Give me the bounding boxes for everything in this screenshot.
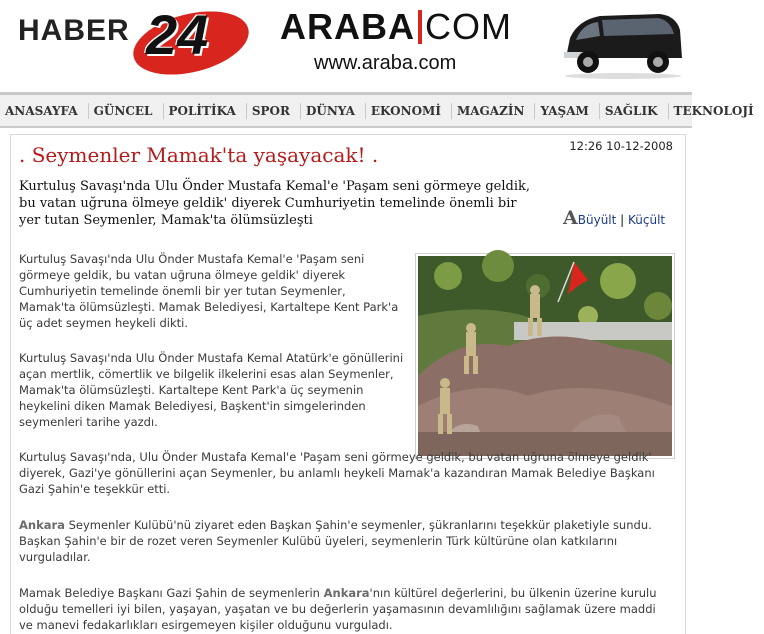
article-date: 12:26 10-12-2008: [569, 139, 673, 153]
main-nav: [0, 92, 754, 128]
van-banner-image[interactable]: [560, 8, 686, 80]
article-paragraph-5-text-b: 'nın kültürel değerlerini, bu ülkenin üzerine kurulu olduğu temelleri iyi bilen, yaşayan, yaşatan ve bu değerlerin yaşamasının devamlılığını sağlamak üzere maddi ve manevi fedakarlıkları esirgemeyen kişiler olduğunu vurguladı.: [19, 586, 657, 632]
nav-item-yasam[interactable]: YAŞAM: [535, 103, 599, 119]
font-size-controls: [563, 207, 665, 229]
article-container: [10, 134, 686, 634]
font-control-separator: |: [616, 213, 629, 227]
haber24-logo[interactable]: [132, 4, 252, 74]
nav-item-ekonomi[interactable]: EKONOMİ: [366, 103, 452, 119]
article-paragraph-4: [19, 517, 669, 565]
seymen-statues-image: [418, 256, 672, 456]
article-paragraph-3: Kurtuluş Savaşı'nda, Ulu Önder Mustafa Kemal'e 'Paşam seni görmeye geldik, bu vatan uğruna ölmeye geldik' diyerek, Gazi'ye gönüllerini açan Seymenler, bu anlamlı heykeli Mamak'a kazandıran Mamak Belediye Başkanı Gazi Şahin'e teşekkür etti.: [19, 450, 655, 496]
article-paragraph-1: Kurtuluş Savaşı'nda Ulu Önder Mustafa Kemal'e 'Paşam seni görmeye geldik, bu vatan uğruna ölmeye geldik' diyerek Cumhuriyetin temelinde önemli bir yer tutan Seymenler, Mamak'ta ölümsüzleşti. Mamak Belediyesi, Kartaltepe Kent Park'a üç adet seymen heykeli dikti.: [19, 252, 399, 330]
araba-logo-text: ARABA: [280, 6, 415, 47]
nav-item-dunya[interactable]: DÜNYA: [301, 103, 366, 119]
font-increase-link[interactable]: Büyült: [577, 213, 617, 227]
article-paragraph-5: [19, 585, 669, 633]
article-title: . Seymenler Mamak'ta yaşayacak! .: [19, 143, 379, 167]
nav-item-spor[interactable]: SPOR: [247, 103, 301, 119]
font-decrease-link[interactable]: Küçült: [628, 213, 666, 227]
article-paragraph-5-text-a: Mamak Belediye Başkanı Gazi Şahin de seymenlerin: [19, 586, 324, 600]
araba-logo-com: COM: [425, 6, 512, 47]
araba-banner-logo[interactable]: [280, 6, 512, 48]
araba-logo-divider: [418, 10, 422, 44]
article-photo[interactable]: [415, 253, 675, 459]
article-paragraph-4-text: Seymenler Kulübü'nü ziyaret eden Başkan Şahin'e seymenler, şükranlarını teşekkür plaketiyle sundu. Başkan Şahin'e bir de rozet veren Seymenler Kulübü üyeleri, seymenlerin Türk kültürüne olan katkılarını vurguladılar.: [19, 518, 652, 564]
nav-item-politika[interactable]: POLİTİKA: [164, 103, 247, 119]
article-keyword-ankara[interactable]: Ankara: [19, 518, 65, 532]
haber24-logo-number: 24: [146, 3, 209, 66]
nav-item-magazin[interactable]: MAGAZİN: [452, 103, 536, 119]
site-header: [0, 0, 692, 92]
article-keyword-ankara-2[interactable]: Ankara: [323, 586, 370, 600]
araba-banner-url[interactable]: www.araba.com: [314, 52, 457, 74]
font-size-icon: A: [563, 207, 578, 229]
nav-item-anasayfa[interactable]: ANASAYFA: [0, 103, 89, 119]
nav-item-teknoloji[interactable]: TEKNOLOJİ: [673, 103, 754, 118]
article-lead: Kurtuluş Savaşı'nda Ulu Önder Mustafa Kemal'e 'Paşam seni görmeye geldik, bu vatan uğruna ölmeye geldik' diyerek Cumhuriyetin temelinde önemli bir yer tutan Seymenler, Mamak'ta ölümsüzleşti: [19, 179, 531, 228]
nav-item-saglik[interactable]: SAĞLIK: [600, 103, 669, 119]
haber24-logo-text[interactable]: HABER: [18, 14, 130, 47]
article-paragraph-2: Kurtuluş Savaşı'nda Ulu Önder Mustafa Kemal Atatürk'e gönüllerini açan mertlik, cömertlik ve bilgelik ilkelerini esas alan Seymenler, Mamak'ta ölümsüzleşti. Kartaltepe Kent Park'a üç seymenin heykelini diken Mamak Belediyesi, Başkent'in simgelerinden seymenleri tarihe yazdı.: [19, 351, 404, 429]
nav-item-guncel[interactable]: GÜNCEL: [89, 103, 164, 119]
